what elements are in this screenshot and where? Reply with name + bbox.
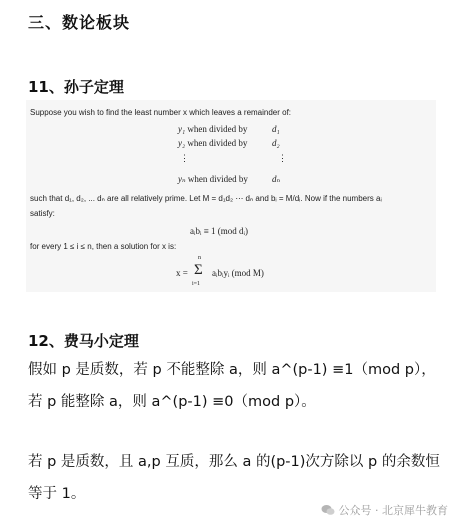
fermat-line-2: 若 p 能整除 a，则 a^(p-1) ≡0（mod p）。 <box>28 394 316 410</box>
crt-row-divisor: dₙ <box>272 174 281 184</box>
crt-sum-top: n <box>198 255 201 261</box>
crt-sum-bottom: i=1 <box>192 281 201 287</box>
crt-row: y₁ when divided by <box>178 124 248 134</box>
crt-eq2-lhs: x = <box>176 268 188 278</box>
crt-condition: such that d₁, d₂, ... dₙ are all relatively prime. Let M = d₁d₂ ⋯ dₙ and bᵢ = M/dᵢ. Now if the numbers aᵢ <box>30 194 382 203</box>
theorem-image-box <box>26 100 436 292</box>
topic-12-title: 12、费马小定理 <box>28 332 139 350</box>
crt-vdots: ⋮ <box>278 153 287 163</box>
crt-eq1: aᵢbᵢ ≡ 1 (mod dᵢ) <box>190 226 248 236</box>
crt-row-divisor: d₁ <box>272 124 280 134</box>
crt-row: y₂ when divided by <box>178 138 248 148</box>
fermat-line-3: 若 p 是质数，且 a,p 互质，那么 a 的(p-1)次方除以 p 的余数恒 <box>28 454 440 470</box>
crt-every: for every 1 ≤ i ≤ n, then a solution for x is: <box>30 242 177 251</box>
crt-sum-sign: Σ <box>194 262 203 278</box>
crt-intro: Suppose you wish to find the least number x which leaves a remainder of: <box>30 108 292 117</box>
crt-eq2-rhs: aᵢbᵢyᵢ (mod M) <box>212 268 264 278</box>
wechat-icon <box>321 504 335 516</box>
crt-row: yₙ when divided by <box>178 174 248 184</box>
watermark: 公众号 · 北京犀牛教育 <box>321 502 449 518</box>
section-title: 三、数论板块 <box>28 13 131 32</box>
crt-vdots: ⋮ <box>180 153 189 163</box>
crt-satisfy: satisfy: <box>30 209 55 218</box>
topic-11-title: 11、孙子定理 <box>28 78 124 96</box>
crt-row-divisor: d₂ <box>272 138 280 148</box>
fermat-line-1: 假如 p 是质数，若 p 不能整除 a，则 a^(p-1) ≡1（mod p）， <box>28 362 436 378</box>
fermat-line-4: 等于 1。 <box>28 486 86 502</box>
